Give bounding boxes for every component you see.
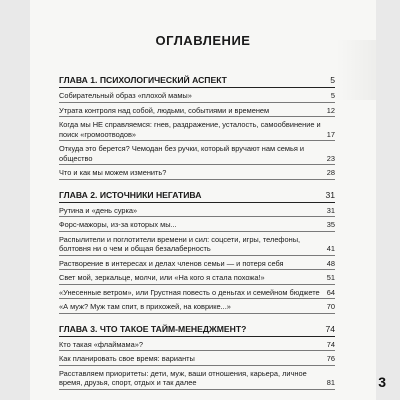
- book-page: [30, 0, 376, 400]
- chapter-title: ГЛАВА 3. ЧТО ТАКОЕ ТАЙМ-МЕНЕДЖМЕНТ?: [59, 323, 247, 334]
- toc-entry-page: 35: [326, 220, 335, 229]
- toc-entry-page: 64: [326, 287, 335, 297]
- toc-entry-text: Откуда это берется? Чемодан без ручки, который вручают нам семья и общество: [59, 144, 305, 163]
- page-shadow: [336, 40, 376, 100]
- chapter-page: 74: [325, 323, 335, 334]
- toc-entry: [59, 120, 335, 141]
- toc-entry: [59, 235, 335, 256]
- page-title: ОГЛАВЛЕНИЕ: [155, 33, 251, 48]
- toc-entry-page: 81: [326, 378, 335, 387]
- toc-entry: [59, 206, 335, 218]
- chapter-heading: [59, 323, 335, 337]
- toc-entry-page: 31: [326, 205, 335, 215]
- toc-entry-page: 28: [326, 168, 335, 177]
- toc-entry: [59, 340, 335, 352]
- toc-entry-text: Форс-мажоры, из-за которых мы...: [59, 220, 177, 229]
- toc-entry-text: «А муж? Муж там спит, в прихожей, на коврике...»: [59, 302, 231, 311]
- toc-entry: [59, 369, 335, 390]
- page-number: 3: [378, 374, 386, 390]
- toc-entry-text: Утрата контроля над собой, людьми, событиями и временем: [59, 105, 270, 115]
- toc-entry-page: 17: [326, 129, 335, 139]
- toc-entry-page: 23: [326, 153, 335, 163]
- toc-entry-text: Собирательный образ «плохой мамы»: [59, 91, 192, 100]
- toc-entry-text: Расставляем приоритеты: дети, муж, ваши отношения, карьера, личное время, друзья, спорт, отдых и так далее: [59, 368, 307, 387]
- toc-entry-page: 5: [330, 91, 335, 100]
- toc-entry: [59, 273, 335, 285]
- toc-entry: [59, 302, 335, 314]
- toc-entry: [59, 91, 335, 103]
- toc-entry-text: Что и как мы можем изменить?: [59, 168, 167, 177]
- toc-entry-page: 70: [326, 302, 335, 311]
- toc-entry: [59, 106, 335, 118]
- toc-entry-text: Распылители и поглотители времени и сил: соцсети, игры, телефоны, болтовня ни о чем и общая безалаберность: [59, 234, 301, 253]
- toc-entry: [59, 259, 335, 271]
- toc-entry-page: 74: [326, 339, 335, 349]
- toc-entry-text: Растворение в интересах и делах членов семьи — и потеря себя: [59, 258, 284, 268]
- toc-entry-text: Как планировать свое время: варианты: [59, 354, 195, 363]
- chapter-heading: [59, 189, 335, 203]
- chapter-page: 31: [325, 189, 335, 200]
- chapter-title: ГЛАВА 1. ПСИХОЛОГИЧЕСКИЙ АСПЕКТ: [59, 75, 227, 85]
- show-through-text: [276, 2, 346, 16]
- chapter-page: 5: [330, 75, 335, 85]
- toc-entry: [59, 354, 335, 366]
- toc-entry-text: «Унесенные ветром», или Грустная повесть о деньгах и семейном бюджете: [59, 287, 320, 297]
- chapter-title: ГЛАВА 2. ИСТОЧНИКИ НЕГАТИВА: [59, 189, 202, 200]
- toc-entry-text: Кто такая «флаймама»?: [59, 339, 143, 349]
- toc-entry-page: 76: [326, 354, 335, 363]
- toc-entry: [59, 288, 335, 300]
- toc-entry-text: Когда мы НЕ справляемся: гнев, раздражение, усталость, самообвинение и поиск «громоотводов»: [59, 120, 321, 139]
- toc-entry-page: 12: [326, 105, 335, 115]
- table-of-contents: [59, 74, 335, 390]
- toc-entry-text: Рутина и «день сурка»: [59, 205, 138, 215]
- toc-entry-page: 48: [326, 258, 335, 268]
- toc-entry-text: Свет мой, зеркальце, молчи, или «На кого я стала похожа!»: [59, 273, 265, 282]
- toc-entry-page: 41: [326, 244, 335, 253]
- toc-entry-page: 51: [326, 273, 335, 282]
- toc-entry: [59, 220, 335, 232]
- chapter-heading: [59, 74, 335, 88]
- toc-entry: [59, 168, 335, 180]
- toc-entry: [59, 144, 335, 165]
